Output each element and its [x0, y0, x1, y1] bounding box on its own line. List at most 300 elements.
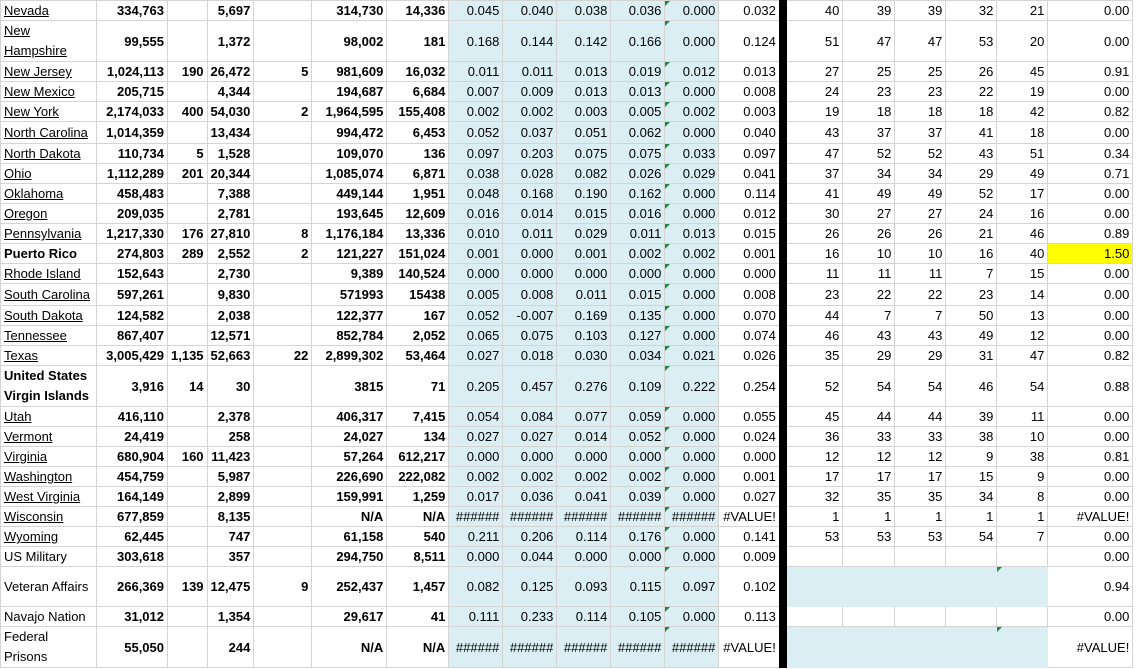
row-label-cell[interactable]: Utah — [1, 407, 97, 427]
table-cell[interactable]: 22 — [843, 284, 895, 306]
table-cell[interactable]: 3815 — [312, 366, 387, 407]
table-cell[interactable]: 164,149 — [97, 487, 168, 507]
table-cell[interactable]: 0.065 — [449, 326, 503, 346]
table-cell[interactable]: 24,027 — [312, 427, 387, 447]
table-cell[interactable]: 35 — [843, 487, 895, 507]
table-cell[interactable]: 10 — [843, 244, 895, 264]
table-cell[interactable]: 0.044 — [503, 547, 557, 567]
table-cell[interactable]: 0.222 — [665, 366, 719, 407]
table-cell[interactable]: 0.00 — [1048, 547, 1133, 567]
table-cell[interactable]: 12 — [895, 447, 946, 467]
table-cell[interactable]: 0.000 — [665, 607, 719, 627]
table-cell[interactable]: 13 — [997, 306, 1048, 326]
table-cell[interactable]: 0.041 — [557, 487, 611, 507]
table-cell[interactable]: 852,784 — [312, 326, 387, 346]
table-cell[interactable]: 0.127 — [611, 326, 665, 346]
table-cell[interactable]: 0.051 — [557, 122, 611, 144]
row-label-cell[interactable]: Washington — [1, 467, 97, 487]
table-cell[interactable]: 30 — [783, 204, 843, 224]
table-cell[interactable] — [946, 547, 997, 567]
table-cell[interactable] — [254, 204, 312, 224]
table-cell[interactable]: 41 — [387, 607, 449, 627]
table-cell[interactable]: 53 — [895, 527, 946, 547]
table-cell[interactable]: 0.000 — [665, 467, 719, 487]
table-cell[interactable]: 0.144 — [503, 21, 557, 62]
row-label-cell[interactable]: Rhode Island — [1, 264, 97, 284]
row-label-cell[interactable]: Wisconsin — [1, 507, 97, 527]
table-cell[interactable]: 0.002 — [611, 467, 665, 487]
table-cell[interactable]: 0.00 — [1048, 264, 1133, 284]
row-label-cell[interactable]: North Dakota — [1, 144, 97, 164]
table-cell[interactable]: 34 — [843, 164, 895, 184]
row-label-cell[interactable]: Navajo Nation — [1, 607, 97, 627]
table-cell[interactable]: 0.097 — [719, 144, 783, 164]
table-cell[interactable]: #VALUE! — [1048, 507, 1133, 527]
table-cell[interactable]: 2,899 — [207, 487, 254, 507]
table-cell[interactable]: 597,261 — [97, 284, 168, 306]
table-cell[interactable]: 26 — [843, 224, 895, 244]
table-cell[interactable]: 1,217,330 — [97, 224, 168, 244]
table-cell[interactable]: 0.024 — [719, 427, 783, 447]
table-cell[interactable]: 0.000 — [503, 264, 557, 284]
table-cell[interactable]: 0.00 — [1048, 184, 1133, 204]
table-cell[interactable]: 0.71 — [1048, 164, 1133, 184]
table-cell[interactable]: 0.009 — [719, 547, 783, 567]
table-cell[interactable]: 0.166 — [611, 21, 665, 62]
table-cell[interactable] — [168, 427, 208, 447]
table-cell[interactable]: 0.00 — [1048, 284, 1133, 306]
table-cell[interactable]: 747 — [207, 527, 254, 547]
table-cell[interactable]: 44 — [843, 407, 895, 427]
table-cell[interactable]: 52 — [946, 184, 997, 204]
table-cell[interactable]: 0.034 — [611, 346, 665, 366]
table-cell[interactable]: N/A — [387, 507, 449, 527]
row-label-cell[interactable]: New Mexico — [1, 82, 97, 102]
table-cell[interactable]: 52 — [843, 144, 895, 164]
table-cell[interactable]: 52 — [783, 366, 843, 407]
table-cell[interactable]: 0.00 — [1048, 607, 1133, 627]
table-cell[interactable]: 0.001 — [719, 467, 783, 487]
table-cell[interactable]: 31,012 — [97, 607, 168, 627]
table-cell[interactable]: 6,684 — [387, 82, 449, 102]
table-cell[interactable]: 2 — [254, 102, 312, 122]
table-cell[interactable]: 24 — [783, 82, 843, 102]
table-cell[interactable]: 16 — [783, 244, 843, 264]
table-cell[interactable]: ###### — [449, 507, 503, 527]
table-cell[interactable]: 0.038 — [557, 1, 611, 21]
table-cell[interactable] — [168, 82, 208, 102]
table-cell[interactable]: 27 — [783, 62, 843, 82]
table-cell[interactable]: 1,024,113 — [97, 62, 168, 82]
row-label-cell[interactable]: US Military — [1, 547, 97, 567]
table-cell[interactable]: 0.00 — [1048, 427, 1133, 447]
table-cell[interactable]: 0.000 — [665, 326, 719, 346]
table-cell[interactable]: 17 — [843, 467, 895, 487]
table-cell[interactable] — [168, 407, 208, 427]
table-cell[interactable]: 124,582 — [97, 306, 168, 326]
table-cell[interactable]: 0.082 — [557, 164, 611, 184]
table-cell[interactable]: 5 — [254, 62, 312, 82]
table-cell[interactable]: 11,423 — [207, 447, 254, 467]
table-cell[interactable]: 0.001 — [557, 244, 611, 264]
table-cell[interactable] — [168, 607, 208, 627]
table-cell[interactable]: 1,259 — [387, 487, 449, 507]
table-cell[interactable]: 1,964,595 — [312, 102, 387, 122]
table-cell[interactable]: 289 — [168, 244, 208, 264]
table-cell[interactable]: 155,408 — [387, 102, 449, 122]
table-cell[interactable]: 994,472 — [312, 122, 387, 144]
table-cell[interactable]: 0.115 — [611, 567, 665, 607]
table-cell[interactable]: 15 — [997, 264, 1048, 284]
table-cell[interactable]: 26 — [895, 224, 946, 244]
table-cell[interactable]: 0.040 — [503, 1, 557, 21]
table-cell[interactable]: 24 — [946, 204, 997, 224]
table-cell[interactable]: 0.00 — [1048, 82, 1133, 102]
table-cell[interactable]: 0.015 — [557, 204, 611, 224]
table-cell[interactable]: 0.94 — [1048, 567, 1133, 607]
table-cell[interactable]: 23 — [843, 82, 895, 102]
table-cell[interactable]: 0.029 — [665, 164, 719, 184]
table-cell[interactable]: 867,407 — [97, 326, 168, 346]
table-cell[interactable]: 2 — [254, 244, 312, 264]
table-cell[interactable]: 38 — [997, 447, 1048, 467]
table-cell[interactable]: 0.105 — [611, 607, 665, 627]
table-cell[interactable]: 680,904 — [97, 447, 168, 467]
table-cell[interactable]: 17 — [895, 467, 946, 487]
table-cell[interactable]: 0.000 — [611, 264, 665, 284]
table-cell[interactable]: 0.00 — [1048, 306, 1133, 326]
table-cell[interactable]: 41 — [946, 122, 997, 144]
table-cell[interactable]: 99,555 — [97, 21, 168, 62]
table-cell[interactable] — [997, 547, 1048, 567]
table-cell[interactable]: 45 — [783, 407, 843, 427]
table-cell[interactable]: 0.059 — [611, 407, 665, 427]
table-cell[interactable]: 1 — [997, 507, 1048, 527]
table-cell[interactable]: 7 — [895, 306, 946, 326]
table-cell[interactable]: 0.203 — [503, 144, 557, 164]
table-cell[interactable]: 1.50 — [1048, 244, 1133, 264]
table-cell[interactable]: 22 — [946, 82, 997, 102]
table-cell[interactable]: 3,005,429 — [97, 346, 168, 366]
table-cell[interactable]: 0.011 — [557, 284, 611, 306]
table-cell[interactable]: 7 — [946, 264, 997, 284]
row-label-cell[interactable]: Pennsylvania — [1, 224, 97, 244]
table-cell[interactable]: 0.075 — [503, 326, 557, 346]
table-cell[interactable]: 2,552 — [207, 244, 254, 264]
table-cell[interactable]: 1,354 — [207, 607, 254, 627]
table-cell[interactable]: 18 — [946, 102, 997, 122]
table-cell[interactable] — [783, 547, 843, 567]
table-cell[interactable]: 42 — [997, 102, 1048, 122]
table-cell[interactable]: 0.011 — [611, 224, 665, 244]
table-cell[interactable]: 47 — [895, 21, 946, 62]
table-cell[interactable]: 61,158 — [312, 527, 387, 547]
table-cell[interactable] — [254, 184, 312, 204]
table-cell[interactable]: N/A — [312, 507, 387, 527]
table-cell[interactable]: 19 — [783, 102, 843, 122]
table-cell[interactable]: 258 — [207, 427, 254, 447]
table-cell[interactable]: 152,643 — [97, 264, 168, 284]
table-cell[interactable]: 47 — [843, 21, 895, 62]
table-cell[interactable]: 2,378 — [207, 407, 254, 427]
table-cell[interactable]: 46 — [997, 224, 1048, 244]
table-cell[interactable]: 0.054 — [449, 407, 503, 427]
table-cell[interactable]: 4,344 — [207, 82, 254, 102]
row-label-cell[interactable]: Texas — [1, 346, 97, 366]
table-cell[interactable]: 0.041 — [719, 164, 783, 184]
table-cell[interactable] — [843, 607, 895, 627]
table-cell[interactable]: 15 — [946, 467, 997, 487]
table-cell[interactable]: 26 — [783, 224, 843, 244]
table-cell[interactable]: 0.000 — [611, 547, 665, 567]
table-cell[interactable]: 0.000 — [665, 487, 719, 507]
table-cell[interactable] — [254, 82, 312, 102]
table-cell[interactable]: 18 — [997, 122, 1048, 144]
table-cell[interactable]: 294,750 — [312, 547, 387, 567]
table-cell[interactable]: 0.016 — [611, 204, 665, 224]
table-cell[interactable]: 12 — [783, 447, 843, 467]
table-cell[interactable]: 10 — [895, 244, 946, 264]
table-cell[interactable]: 8 — [997, 487, 1048, 507]
table-cell[interactable]: 1,457 — [387, 567, 449, 607]
table-cell[interactable] — [168, 306, 208, 326]
table-cell[interactable]: 15438 — [387, 284, 449, 306]
table-cell[interactable]: 244 — [207, 627, 254, 668]
table-cell[interactable]: 27,810 — [207, 224, 254, 244]
table-cell[interactable]: -0.007 — [503, 306, 557, 326]
table-cell[interactable]: 109,070 — [312, 144, 387, 164]
table-cell[interactable]: 0.013 — [611, 82, 665, 102]
table-cell[interactable]: 9 — [946, 447, 997, 467]
table-cell[interactable] — [168, 264, 208, 284]
table-cell[interactable]: 0.000 — [665, 407, 719, 427]
table-cell[interactable]: 54 — [843, 366, 895, 407]
table-cell[interactable] — [254, 264, 312, 284]
table-cell[interactable] — [168, 527, 208, 547]
table-cell[interactable]: 0.276 — [557, 366, 611, 407]
table-cell[interactable]: 7 — [997, 527, 1048, 547]
table-cell[interactable]: 0.052 — [449, 306, 503, 326]
table-cell[interactable]: 0.206 — [503, 527, 557, 547]
table-cell[interactable]: 0.030 — [557, 346, 611, 366]
table-cell[interactable]: 0.000 — [665, 184, 719, 204]
table-cell[interactable]: 29 — [895, 346, 946, 366]
table-cell[interactable]: 0.008 — [719, 82, 783, 102]
table-cell[interactable]: 0.008 — [719, 284, 783, 306]
row-label-cell[interactable]: New York — [1, 102, 97, 122]
table-cell[interactable]: 0.084 — [503, 407, 557, 427]
table-cell[interactable] — [168, 1, 208, 21]
table-cell[interactable]: 43 — [895, 326, 946, 346]
table-cell[interactable]: #VALUE! — [1048, 627, 1133, 668]
table-cell[interactable]: 14,336 — [387, 1, 449, 21]
table-cell[interactable] — [254, 407, 312, 427]
table-cell[interactable]: 46 — [783, 326, 843, 346]
table-cell[interactable] — [254, 366, 312, 407]
table-cell[interactable]: 14 — [997, 284, 1048, 306]
table-cell[interactable] — [997, 567, 1048, 607]
table-cell[interactable]: 176 — [168, 224, 208, 244]
table-cell[interactable]: 540 — [387, 527, 449, 547]
table-cell[interactable]: 55,050 — [97, 627, 168, 668]
table-cell[interactable] — [168, 21, 208, 62]
table-cell[interactable]: 22 — [895, 284, 946, 306]
table-cell[interactable]: 37 — [843, 122, 895, 144]
table-cell[interactable]: 26,472 — [207, 62, 254, 82]
table-cell[interactable]: 54 — [946, 527, 997, 547]
table-cell[interactable]: 46 — [946, 366, 997, 407]
table-cell[interactable]: 0.048 — [449, 184, 503, 204]
table-cell[interactable]: 57,264 — [312, 447, 387, 467]
table-cell[interactable]: 0.014 — [557, 427, 611, 447]
row-label-cell[interactable]: United States Virgin Islands — [1, 366, 97, 407]
table-cell[interactable]: 71 — [387, 366, 449, 407]
table-cell[interactable]: 0.032 — [719, 1, 783, 21]
table-cell[interactable] — [254, 326, 312, 346]
table-cell[interactable]: 0.014 — [503, 204, 557, 224]
table-cell[interactable]: 612,217 — [387, 447, 449, 467]
table-cell[interactable]: 5,987 — [207, 467, 254, 487]
table-cell[interactable]: 0.002 — [503, 102, 557, 122]
table-cell[interactable]: 449,144 — [312, 184, 387, 204]
table-cell[interactable]: 0.012 — [665, 62, 719, 82]
table-cell[interactable]: 23 — [946, 284, 997, 306]
table-cell[interactable]: 0.011 — [503, 224, 557, 244]
row-label-cell[interactable]: South Dakota — [1, 306, 97, 326]
table-cell[interactable]: 8,135 — [207, 507, 254, 527]
table-cell[interactable]: 0.135 — [611, 306, 665, 326]
table-cell[interactable]: 193,645 — [312, 204, 387, 224]
table-cell[interactable]: 47 — [997, 346, 1048, 366]
row-label-cell[interactable]: North Carolina — [1, 122, 97, 144]
table-cell[interactable]: 0.001 — [719, 244, 783, 264]
table-cell[interactable] — [946, 627, 997, 668]
table-cell[interactable] — [783, 607, 843, 627]
table-cell[interactable] — [168, 326, 208, 346]
table-cell[interactable] — [254, 507, 312, 527]
table-cell[interactable]: 0.015 — [611, 284, 665, 306]
table-cell[interactable] — [168, 467, 208, 487]
table-cell[interactable]: #VALUE! — [719, 507, 783, 527]
table-cell[interactable] — [843, 567, 895, 607]
table-cell[interactable]: 0.82 — [1048, 346, 1133, 366]
table-cell[interactable]: 314,730 — [312, 1, 387, 21]
table-cell[interactable]: 24,419 — [97, 427, 168, 447]
table-cell[interactable]: 43 — [783, 122, 843, 144]
table-cell[interactable]: 0.008 — [503, 284, 557, 306]
table-cell[interactable]: 0.111 — [449, 607, 503, 627]
table-cell[interactable]: 54,030 — [207, 102, 254, 122]
table-cell[interactable]: 406,317 — [312, 407, 387, 427]
table-cell[interactable]: 0.002 — [449, 102, 503, 122]
table-cell[interactable]: 0.000 — [557, 547, 611, 567]
table-cell[interactable]: 27 — [895, 204, 946, 224]
table-cell[interactable]: 1,085,074 — [312, 164, 387, 184]
table-cell[interactable]: 0.062 — [611, 122, 665, 144]
row-label-cell[interactable]: Oregon — [1, 204, 97, 224]
table-cell[interactable]: 0.039 — [611, 487, 665, 507]
table-cell[interactable]: 12,475 — [207, 567, 254, 607]
table-cell[interactable]: 17 — [997, 184, 1048, 204]
table-cell[interactable] — [254, 527, 312, 547]
table-cell[interactable]: ###### — [611, 627, 665, 668]
table-cell[interactable]: 0.169 — [557, 306, 611, 326]
table-cell[interactable]: 0.000 — [665, 1, 719, 21]
table-cell[interactable]: 21 — [946, 224, 997, 244]
table-cell[interactable]: 51 — [997, 144, 1048, 164]
table-cell[interactable]: 0.168 — [449, 21, 503, 62]
table-cell[interactable]: #VALUE! — [719, 627, 783, 668]
table-cell[interactable] — [168, 184, 208, 204]
table-cell[interactable]: 16,032 — [387, 62, 449, 82]
table-cell[interactable]: 2,730 — [207, 264, 254, 284]
table-cell[interactable]: 23 — [783, 284, 843, 306]
table-cell[interactable]: ###### — [557, 627, 611, 668]
table-cell[interactable]: 0.000 — [449, 264, 503, 284]
table-cell[interactable]: 39 — [895, 1, 946, 21]
table-cell[interactable]: 23 — [895, 82, 946, 102]
table-cell[interactable] — [783, 627, 843, 668]
table-cell[interactable] — [168, 204, 208, 224]
table-cell[interactable]: 12 — [843, 447, 895, 467]
table-cell[interactable]: 0.027 — [503, 427, 557, 447]
table-cell[interactable]: 0.002 — [611, 244, 665, 264]
table-cell[interactable]: 13,336 — [387, 224, 449, 244]
table-cell[interactable]: 0.029 — [557, 224, 611, 244]
table-cell[interactable]: 29 — [843, 346, 895, 366]
table-cell[interactable]: 677,859 — [97, 507, 168, 527]
table-cell[interactable]: 1 — [895, 507, 946, 527]
table-cell[interactable]: 0.000 — [449, 447, 503, 467]
table-cell[interactable]: 0.34 — [1048, 144, 1133, 164]
table-cell[interactable]: 357 — [207, 547, 254, 567]
table-cell[interactable]: N/A — [387, 627, 449, 668]
table-cell[interactable]: 29,617 — [312, 607, 387, 627]
table-cell[interactable]: 0.010 — [449, 224, 503, 244]
table-cell[interactable]: 3,916 — [97, 366, 168, 407]
table-cell[interactable]: 0.038 — [449, 164, 503, 184]
table-cell[interactable]: 8,511 — [387, 547, 449, 567]
table-cell[interactable]: 7 — [843, 306, 895, 326]
table-cell[interactable]: 0.002 — [449, 467, 503, 487]
table-cell[interactable]: 31 — [946, 346, 997, 366]
table-cell[interactable]: 0.015 — [719, 224, 783, 244]
table-cell[interactable]: ###### — [665, 627, 719, 668]
table-cell[interactable]: 40 — [783, 1, 843, 21]
table-cell[interactable]: 0.013 — [665, 224, 719, 244]
table-cell[interactable] — [254, 306, 312, 326]
table-cell[interactable]: 0.070 — [719, 306, 783, 326]
table-cell[interactable]: 0.00 — [1048, 487, 1133, 507]
table-cell[interactable]: 37 — [783, 164, 843, 184]
table-cell[interactable]: 16 — [946, 244, 997, 264]
table-cell[interactable]: 0.114 — [557, 607, 611, 627]
table-cell[interactable]: 43 — [946, 144, 997, 164]
table-cell[interactable]: 0.002 — [503, 467, 557, 487]
table-cell[interactable] — [254, 427, 312, 447]
table-cell[interactable] — [254, 284, 312, 306]
table-cell[interactable]: 0.103 — [557, 326, 611, 346]
table-cell[interactable]: 41 — [783, 184, 843, 204]
table-cell[interactable]: 98,002 — [312, 21, 387, 62]
table-cell[interactable]: 0.00 — [1048, 326, 1133, 346]
table-cell[interactable]: 8 — [254, 224, 312, 244]
table-cell[interactable]: 0.89 — [1048, 224, 1133, 244]
table-cell[interactable]: 400 — [168, 102, 208, 122]
table-cell[interactable]: 50 — [946, 306, 997, 326]
table-cell[interactable]: 0.000 — [557, 447, 611, 467]
table-cell[interactable]: 1,176,184 — [312, 224, 387, 244]
